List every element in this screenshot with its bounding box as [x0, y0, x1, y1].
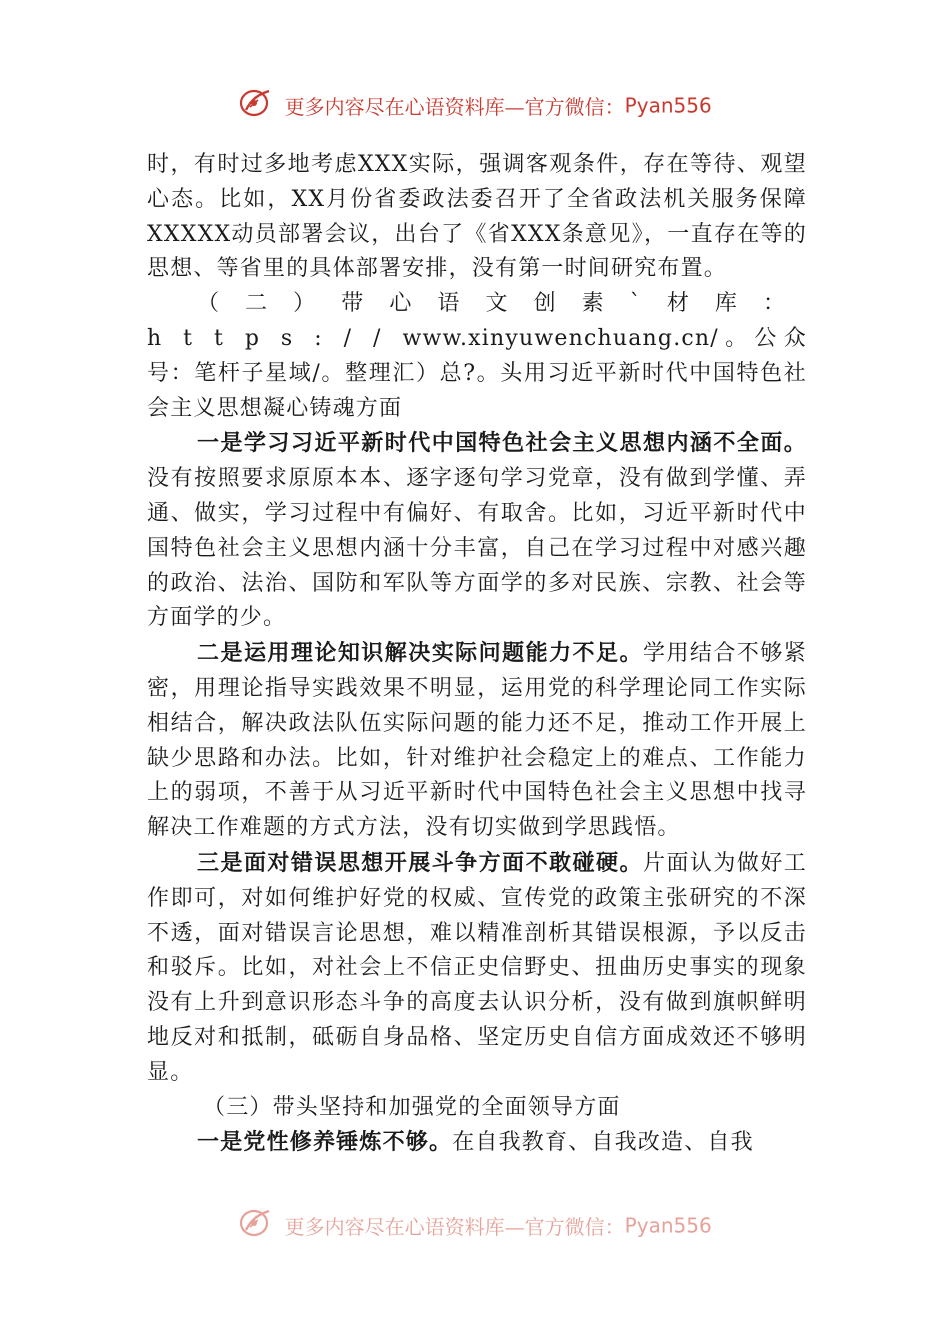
- watermark-logo-icon: [238, 88, 272, 123]
- paragraph-6-text: 在自我教育、自我改造、自我: [452, 1130, 754, 1156]
- paragraph-5: [147, 846, 807, 1091]
- paragraph-3: [147, 426, 807, 636]
- paragraph-2-line1: （二）带心语文创素`材库：https://: [147, 291, 807, 351]
- paragraph-2: [147, 287, 807, 426]
- paragraph-3-heading: 一是学习习近平新时代中国特色社会主义思想内涵不全面。: [197, 430, 807, 457]
- paragraph-5-heading: 三是面对错误思想开展斗争方面不敢碰硬。: [197, 849, 643, 876]
- document-body: [147, 148, 807, 1161]
- header-watermark: [0, 88, 950, 123]
- footer-watermark-text: 更多内容尽在心语资料库—官方微信：: [284, 1215, 625, 1239]
- paragraph-4: [147, 636, 807, 846]
- paragraph-5-text: 片面认为做好工作即可，对如何维护好党的权威、宣传党的政策主张研究的不深不透，面对错误言论思想，难以精准剖析其错误根源，予以反击和驳斥。比如，对社会上不信正史信野史、扭曲历史事实的现象没有上升到意识形态斗争的高度去认识分析，没有做到旗帜鲜明地反对和抵制，砥砺自身品格、坚定历史自信方面成效还不够明显。: [147, 850, 807, 1085]
- paragraph-4-heading: 二是运用理论知识解决实际问题能力不足。: [197, 640, 643, 667]
- header-watermark-text: 更多内容尽在心语资料库—官方微信：: [284, 95, 625, 119]
- header-watermark-id: Pyan556: [624, 93, 712, 118]
- footer-watermark: [0, 1208, 950, 1243]
- paragraph-1: 时，有时过多地考虑XXX实际，强调客观条件，存在等待、观望心态。比如，XX月份省委政法委召开了全省政法机关服务保障XXXXX动员部署会议，出台了《省XXX条意见》，一直存在等的思想、等省里的具体部署安排，没有第一时间研究布置。: [147, 152, 807, 282]
- paragraph-4-text: 学用结合不够紧密，用理论指导实践效果不明显，运用党的科学理论同工作实际相结合，解决政法队伍实际问题的能力还不足，推动工作开展上缺少思路和办法。比如，针对维护社会稳定上的难点、工作能力上的弱项，不善于从习近平新时代中国特色社会主义思想中找寻解决工作难题的方式方法，没有切实做到学思践悟。: [147, 641, 807, 841]
- paragraph-3-text: 没有按照要求原原本本、逐字逐句学习党章，没有做到学懂、弄通、做实，学习过程中有偏好、有取舍。比如，习近平新时代中国特色社会主义思想内涵十分丰富，自己在学习过程中对感兴趣的政治、法治、国防和军队等方面学的多对民族、宗教、社会等方面学的少。: [147, 466, 807, 631]
- watermark-logo-icon: [238, 1208, 272, 1243]
- paragraph-2-rest: www.xinyuwenchuang.cn/。公众号：笔杆子星域/。整理汇）总?。头用习近平新时代中国特色社会主义思想凝心铸魂方面: [147, 325, 807, 421]
- footer-watermark-id: Pyan556: [624, 1213, 712, 1238]
- paragraph-6: [147, 1125, 807, 1161]
- paragraph-6-heading: 一是党性修养锤炼不够。: [197, 1129, 453, 1156]
- section-heading-3: （三）带头坚持和加强党的全面领导方面: [203, 1094, 621, 1120]
